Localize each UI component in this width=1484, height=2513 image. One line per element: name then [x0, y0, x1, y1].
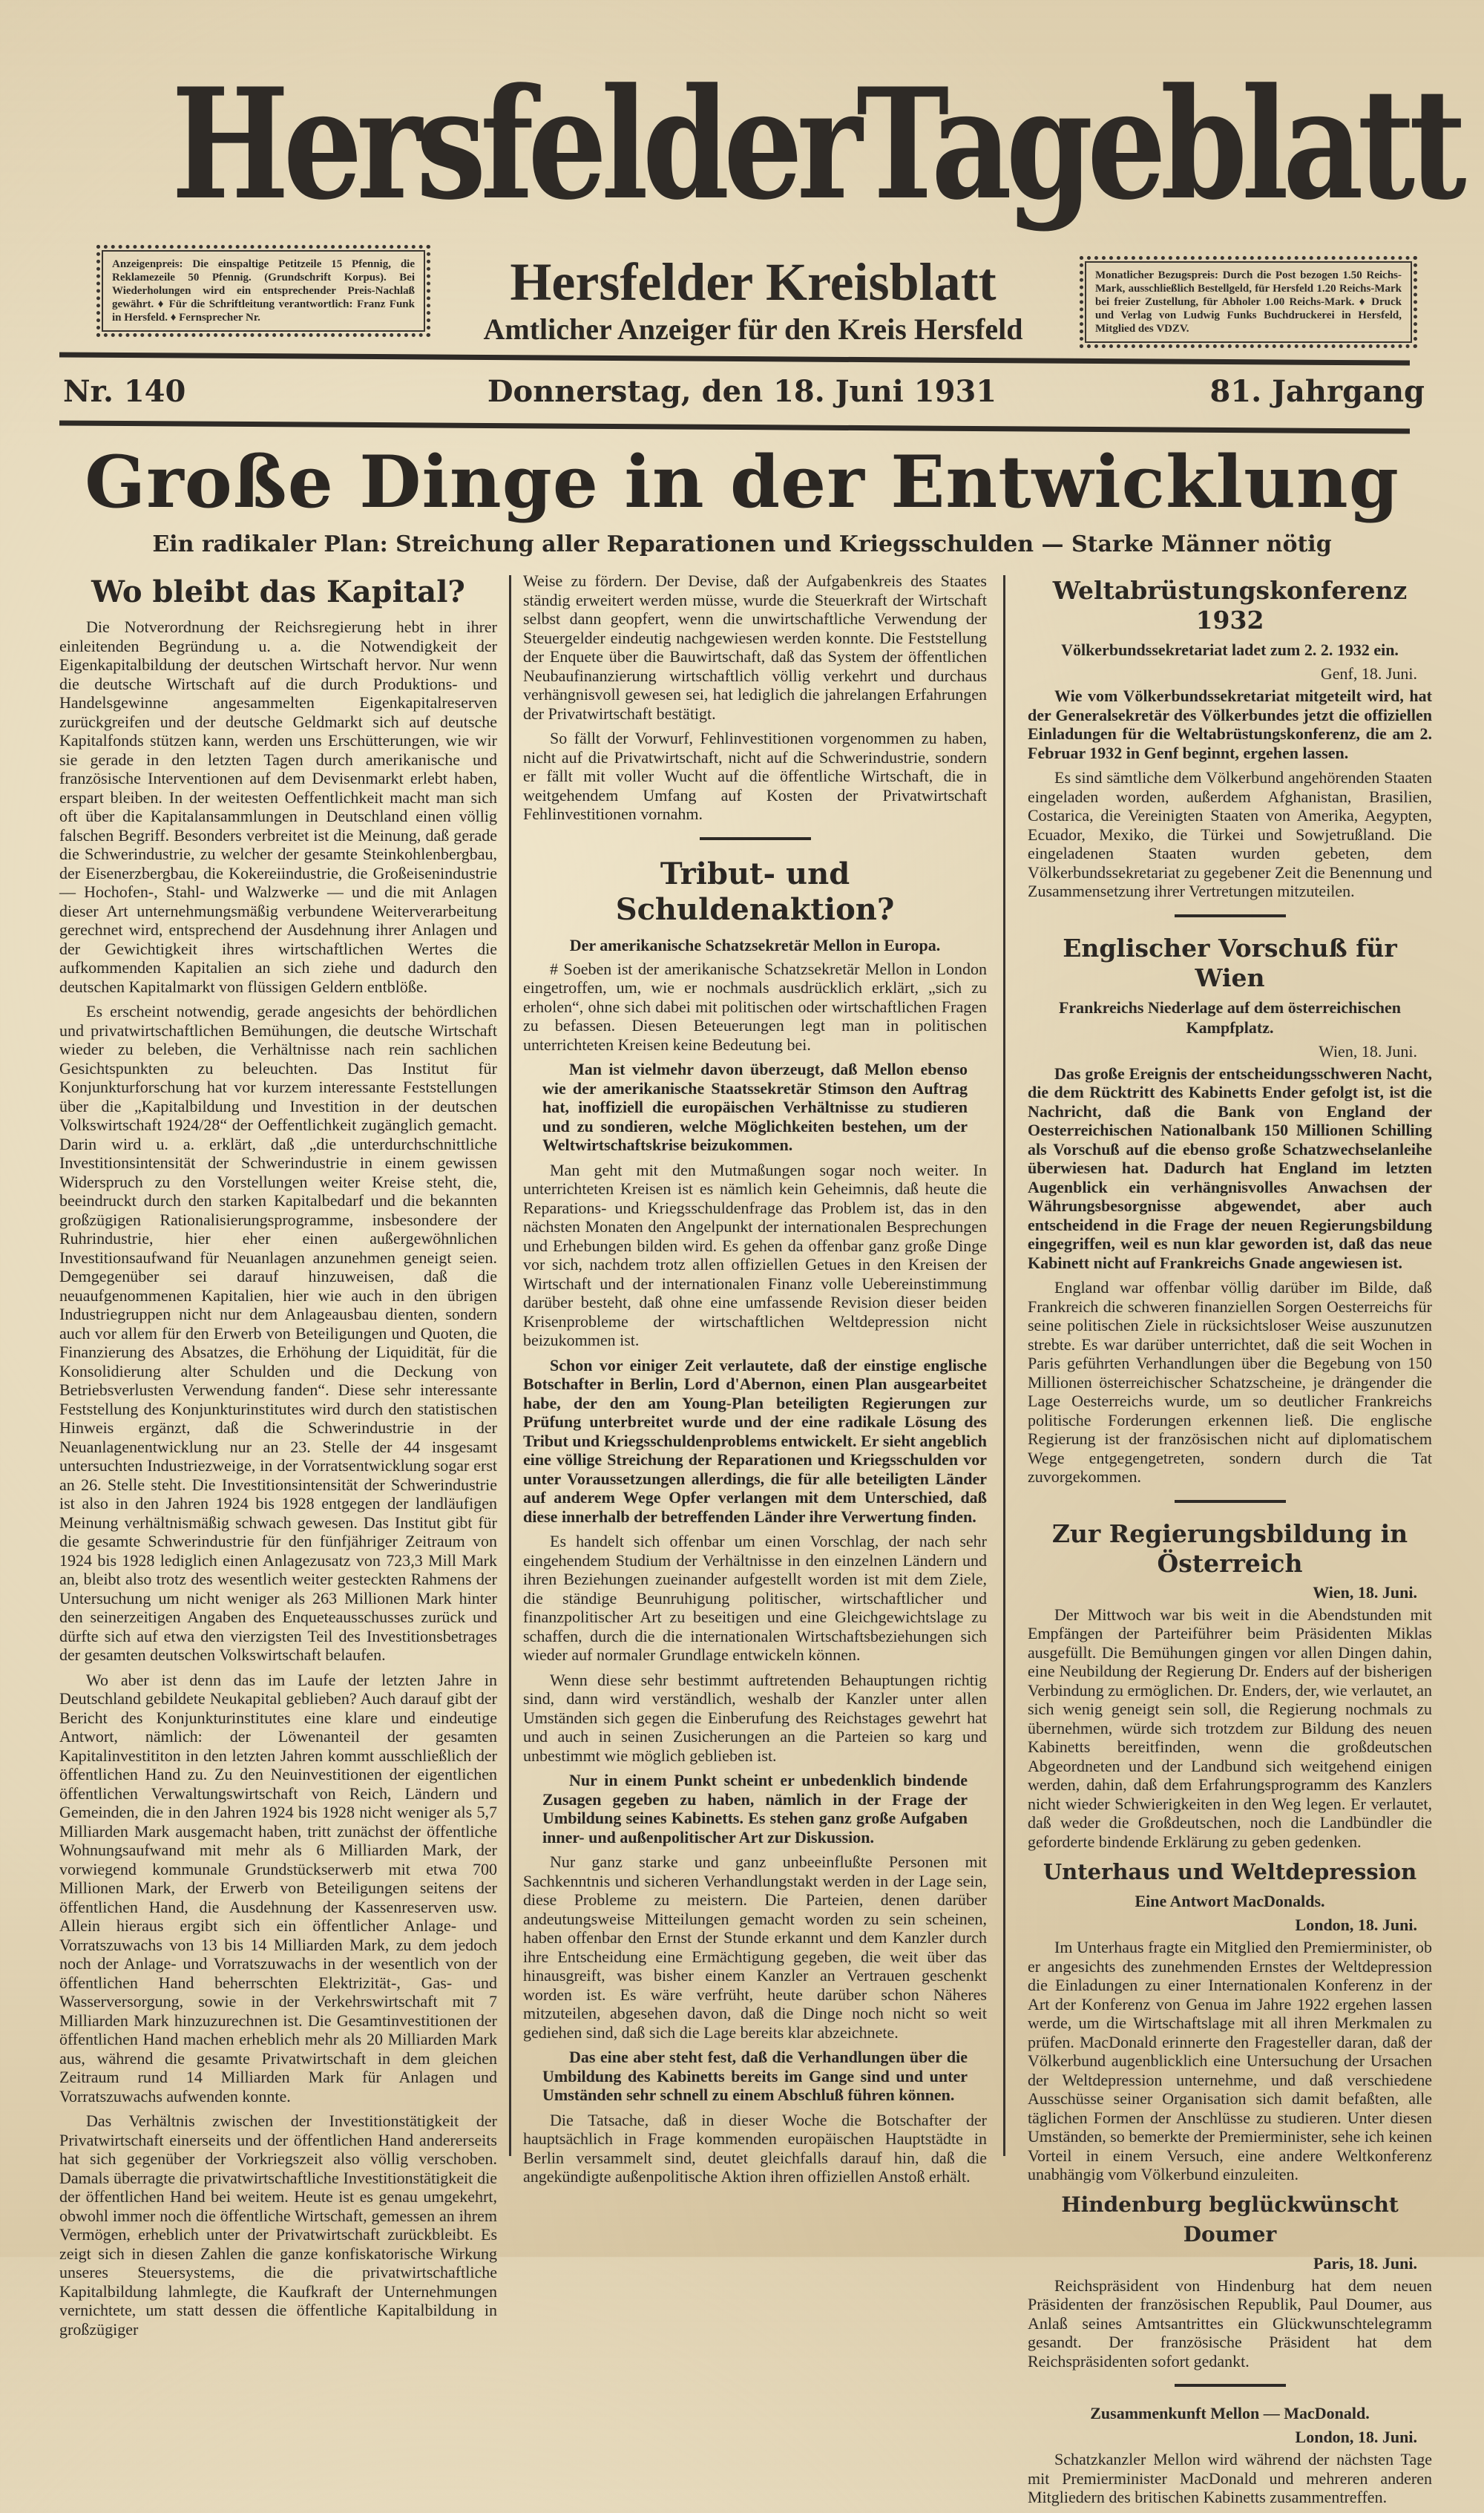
column-2 [523, 571, 987, 2192]
article-unterhaus [1028, 1857, 1432, 2184]
article-paragraph: Das Verhältnis zwischen der Investitionstätigkeit der Privatwirtschaft einerseits und der öffentlichen Hand andererseits hat sich gegenüber der Vorkriegszeit also völlig verschoben. Damals überragte die privatwirtschaftliche Investitionstätigkeit die der öffentlichen Hand bei weitem. Heute ist es genau umgekehrt, obwohl immer noch die öffentliche Wirtschaft, gemessen an ihrem Vermögen, erheblich unter der Privatwirtschaft zurückbleibt. Es zeigt sich in diesen Zahlen die ganze konfiskatorische Wirkung unseres Steuersystems, die die privatwirtschaftliche Kapitalbildung lahmlegte, die Kaufkraft der Unternehmungen vernichtete, um statt dessen die öffentliche Kapitalbildung in großzügiger [59, 2111, 497, 2339]
article-separator [1175, 1500, 1286, 1503]
article-paragraph: Reichspräsident von Hindenburg hat dem neuen Präsidenten der französischen Republik, Paul Doumer, aus Anlaß seines Amtsantrittes ein Glückwunschtelegramm gesandt. Der französische Präsident hat dem Reichspräsidenten sofort gedankt. [1028, 2276, 1432, 2371]
article-kicker: Völkerbundssekretariat ladet zum 2. 2. 1932 ein. [1061, 640, 1399, 659]
article-paragraph: Im Unterhaus fragte ein Mitglied den Premierminister, ob er angesichts des zunehmenden Ernstes der Weltdepression die Einladungen zu einer Internationalen Konferenz in der Art der Konferenz von Genua im Jahre 1922 ergehen lassen werde, um die Wirtschaftslage mit all ihren Merkmalen zu prüfen. MacDonald erinnerte den Fragesteller daran, daß der Völkerbund augenblicklich eine Untersuchung der Ursachen der Weltdepression unternehme, und daß verschiedene Ausschüsse seiner Organisation sich damit befaßten, alle täglichen Formen der Anschlüsse zu studieren. Unter diesen Umständen, so bemerkte der Premierminister, sehe ich keinen Vorteil in einem Versuch, eine andere Weltkonferenz unabhängig vom Völkerbund einzuleiten. [1028, 1938, 1432, 2183]
masthead-tagline: Amtlicher Anzeiger für den Kreis Hersfeld [483, 312, 1023, 346]
subscription-box: Monatlicher Bezugspreis: Durch die Post bezogen 1.50 Reichs-Mark, ausschließlich Bestellgeld, für Hersfeld 1.20 Reichs-Mark bei freier Zustellung, für Abholer 1.00 Reichs-Mark. ♦ Druck und Verlag von Ludwig Funks Buchdruckerei in Hersfeld, Mitglied des VDZV. [1080, 256, 1417, 348]
column-rule [509, 575, 511, 2156]
article-paragraph: # Soeben ist der amerikanische Schatzsekretär Mellon in London eingetroffen, um, wie er nochmals ausdrücklich erklärt, „sich zu erholen“, ohne sich dabei mit politischen oder wirtschaftlichen Fragen zu befassen. Diesen Beteuerungen legt man in politischen unterrichteten Kreisen keine Bedeutung bei. [523, 959, 987, 1054]
article-separator [1175, 2384, 1286, 2387]
article-title: Zur Regierungsbildung in Österreich [1051, 1518, 1408, 1578]
article-mellon-macdonald [1028, 2403, 1432, 2507]
article-title: Unterhaus und Weltdepression [1043, 1859, 1417, 1884]
article-paragraph: Der Mittwoch war bis weit in die Abendstunden mit Empfängen der Parteiführer beim Präsidenten Miklas ausgefüllt. Die Bemühungen gingen vor allen Dingen dahin, eine Neubildung der Regierung Dr. Enders auf der bisherigen Verbindung zu ermöglichen. Dr. Enders, der, wie verlautet, an sich wenig geneigt sein soll, die Regierung nochmals zu übernehmen, würde sich trotzdem zur Bildung des neuen Kabinetts bereitfinden, wenn die großdeutschen Abgeordneten und der Landbund sich weitgehend einigen werden, dahin, daß dem Erfahrungsprogramm des Kanzlers nicht wieder Schwierigkeiten in den Weg legen. Er verlautet, daß weder die Großdeutschen, noch die Landbündler die geforderte bindende Erklärung zu geben gedenken. [1028, 1605, 1432, 1851]
article-paragraph-bold: Nur in einem Punkt scheint er unbedenklich bindende Zusagen gegeben zu haben, nämlich in der Frage der Umbildung seines Kabinetts. Es stehen ganz große Aufgaben inner- und außenpolitischer Art zur Diskussion. [542, 1771, 968, 1847]
article-paragraph: Wenn diese sehr bestimmt auftretenden Behauptungen richtig sind, dann wird verständlich, weshalb der Kanzler unter allen Umständen sich gegen die Einberufung des Reichstages gewehrt hat und auch in seinen Zusicherungen an die Parteien so karg und unbestimmt wie möglich geblieben ist. [523, 1670, 987, 1765]
article-dateline: Wien, 18. Juni. [1313, 1582, 1417, 1602]
article-paragraph: Die Notverordnung der Reichsregierung hebt in ihrer einleitenden Begründung u. a. die Notwendigkeit der Eigenkapitalbildung der deutschen Wirtschaft hervor. Nur wenn die deutsche Wirtschaft auf die durch Produktions- und Handelsgewinne angesammelten Eigenkapitalreserven zurückgreifen und der deutsche Geldmarkt sich auf deutsche Kapitalfonds stützen kann, werden uns Erschütterungen, wie wir sie gerade in den letzten Tagen durch amerikanische und französische Interventionen auf dem Devisenmarkt erlebt haben, erspart bleiben. In der weitesten Oeffentlichkeit macht man sich oft über die Kapitalansammlungen in Deutschland einen völlig falschen Begriff. Besonders verbreitet ist die Meinung, daß gerade die Schwerindustrie, zu welcher der gesamte Steinkohlenbergbau, der Eisenerzbergbau, die Kokereiindustrie, die Großeisenindustrie — Hochofen-, Stahl- und Walzwerke — und die mit Anlagen dieser Art unternehmungsmäßig verbundene Weiterverarbeitung gerechnet wird, entsprechend der Ausdehnung ihrer Anlagen und der Gewichtigkeit ihres wirtschaftlichen Wertes die aufkommenden Kapitalien an sich ziehe und dadurch den deutschen Kapitalmarkt von flüssigen Geldern entblöße. [59, 617, 497, 996]
article-kapital [59, 574, 497, 2339]
article-dateline: Genf, 18. Juni. [1320, 664, 1417, 683]
article-paragraph: Es handelt sich offenbar um einen Vorschlag, der nach sehr eingehendem Studium der Verhältnisse in den einzelnen Ländern und ihren Beziehungen zueinander aufgestellt worden ist mit dem Ziele, die ständige Beunruhigung politischer, wirtschaftlicher und finanzpolitischer Art zu beseitigen und eine Gleichgewichtslage zu schaffen, durch die die internationalen Wirtschaftsbeziehungen sich wieder auf normaler Grundlage entwickeln können. [523, 1532, 987, 1664]
article-paragraph: England war offenbar völlig darüber im Bilde, daß Frankreich die schweren finanziellen Sorgen Oesterreichs für seine politischen Ziele in rücksichtsloser Weise auszunutzen strebte. Es war darüber unterrichtet, daß die seit Wochen in Paris geführten Verhandlungen über die Begebung von 150 Millionen österreichischer Schatzscheine, je drängender die Lage Oesterreichs wurde, um so deutlicher Frankreichs politische Forderungen erkennen ließ. Die englische Regierung ist der französischen nicht auf diplomatischem Wege entgegengetreten, sondern durch die Tat zuvorgekommen. [1028, 1278, 1432, 1486]
column-rule [1003, 575, 1005, 2156]
article-paragraph: Schatzkanzler Mellon wird während der nächsten Tage mit Premierminister MacDonald und mehreren anderen Mitgliedern des britischen Kabinetts zusammentreffen. [1028, 2450, 1432, 2506]
article-title: Englischer Vorschuß für Wien [1063, 933, 1397, 992]
lead-headline: Große Dinge in der Entwicklung [85, 440, 1399, 524]
article-abruestung [1028, 576, 1432, 901]
masthead-subtitle: Hersfelder Kreisblatt [510, 252, 997, 312]
article-paragraph: Weise zu fördern. Der Devise, daß der Aufgabenkreis des Staates ständig erweitert werden müsse, wurde die Steuerkraft der Wirtschaft selbst dann geopfert, wenn die unwirtschaftliche Verwendung der Steuergelder eindeutig nachgewiesen werden konnte. Die Feststellung der Enquete über die Bauwirtschaft, daß das System der öffentlichen Neubaufinanzierung wirtschaftlich völlig verkehrt und durchaus verhängnisvoll gewesen sei, hat lediglich die jahrelangen Erfahrungen der Privatwirtschaft bestätigt. [523, 571, 987, 723]
article-title: Zusammenkunft Mellon — MacDonald. [1090, 2404, 1370, 2422]
article-paragraph-bold: Man ist vielmehr davon überzeugt, daß Mellon ebenso wie der amerikanische Staatssekretär Stimson den Auftrag hat, inoffiziell die europäischen Verhältnisse zu studieren und zu sondieren, welche Möglichkeiten bestehen, um der Weltwirtschaftskrise beizukommen. [542, 1060, 968, 1154]
article-paragraph-bold: Das eine aber steht fest, daß die Verhandlungen über die Umbildung des Kabinetts bereits im Gange sind und unter Umständen sehr schnell zu einem Abschluß führen können. [542, 2048, 968, 2104]
article-hindenburg [1028, 2190, 1432, 2371]
article-regierungsbildung [1028, 1519, 1432, 1852]
article-kicker: Eine Antwort MacDonalds. [1135, 1892, 1325, 1910]
issue-date: Donnerstag, den 18. Juni 1931 [487, 374, 997, 409]
article-tribut [523, 856, 987, 2186]
article-paragraph: Es sind sämtliche dem Völkerbund angehörenden Staaten eingeladen worden, außerdem Afghanistan, Brasilien, Costarica, die Vereinigten Staaten von Amerika, Aegypten, Ecuador, Mexiko, die Türkei und Sowjetrußland. Die eingeladenen Staaten wurden gebeten, dem Völkerbundssekretariat zu gegebener Zeit die Benennung und Zusammensetzung ihrer Vertretungen mitzuteilen. [1028, 768, 1432, 900]
article-wien [1028, 934, 1432, 1487]
column-1 [59, 571, 497, 2345]
article-paragraph: Wo aber ist denn das im Laufe der letzten Jahre in Deutschland gebildete Neukapital geblieben? Auch darauf gibt der Bericht des Konjunkturinstitutes eine klare und eindeutige Antwort, nämlich: der Löwenanteil der gesamten Kapitalinvestititon in den letzten Jahren kommt ausschließlich der öffentlichen Hand zu. Zu den Neuinvestitionen der eigentlichen öffentlichen Verwaltungswirtschaft von Reich, Ländern und Gemeinden, die in den Jahren 1924 bis 1928 nicht weniger als 5,7 Milliarden Mark ausgemacht haben, tritt zunächst der öffentliche Wohnungsaufwand mit mehr als 6 Milliarden Mark, der vorwiegend kommunale Grundstückserwerb mit etwa 700 Millionen Mark, der Erwerb von Beteiligungen seitens der öffentlichen Hand, die Ausdehnung der Kassenreserven usw. Allein hieraus ergibt sich ein öffentlicher Anlage- und Vorratszuwachs von 13 bis 14 Milliarden Mark, zu dem jedoch noch der Anlage- und Vorratszuwachs in der wesentlich von der öffentlichen Hand beherrschten Elektrizität-, Gas- und Wasserversorgung, sowie in der Verkehrswirtschaft mit 7 Milliarden Mark hinzuzurechnen ist. Die Gesamtinvestitionen der öffentlichen Hand machen erheblich mehr als 20 Milliarden Mark aus, während die gesamte Privatwirtschaft in dem gleichen Zeitraum rund 14 Milliarden Mark für Anlagen und Vorratszuwachs aufwenden konnte. [59, 1670, 497, 2106]
article-paragraph-bold: Das große Ereignis der entscheidungsschweren Nacht, die dem Rücktritt des Kabinetts Ender gefolgt ist, ist die Nachricht, daß die Bank von England der Oesterreichischen Nationalbank 150 Millionen Schilling als Vorschuß auf die ebenso große Schatzwechselanleihe überwiesen hat. Dadurch hat England im letzten Augenblick ein verhängnisvolles Anwachsen der Währungsbesorgnisse abgewendet, aber auch entscheidend in die Frage der neuen Regierungsbildung eingegriffen, weil es nun klar geworden ist, daß das neue Kabinett nicht auf Frankreichs Gnade angewiesen ist. [1028, 1064, 1432, 1272]
volume-year: 81. Jahrgang [1209, 374, 1425, 409]
article-dateline: London, 18. Juni. [1295, 2428, 1417, 2446]
ad-price-box: Anzeigenpreis: Die einspaltige Petitzeile 15 Pfennig, die Reklamezeile 50 Pfennig. (Grundschrift Korpus). Bei Wiederholungen wird ein entsprechender Preis-Nachlaß gewährt. ♦ Für die Schriftleitung verantwortlich: Franz Funk in Hersfeld. ♦ Fernsprecher Nr. [96, 245, 430, 337]
article-kicker: Der amerikanische Schatzsekretär Mellon in Europa. [569, 935, 941, 954]
masthead-title: HersfelderTageblatt [171, 56, 1461, 234]
article-dateline: Paris, 18. Juni. [1313, 2253, 1417, 2273]
article-separator [700, 837, 811, 840]
article-paragraph: So fällt der Vorwurf, Fehlinvestitionen vorgenommen zu haben, nicht auf die Privatwirtschaft, nicht auf die Schwerindustrie, sondern er fällt mit voller Wucht auf die öffentliche Wirtschaft, die in weitgehendem Umfang auf Kosten der Privatwirtschaft Fehlinvestitionen vornahm. [523, 729, 987, 823]
issue-number: Nr. 140 [63, 374, 186, 409]
article-dateline: London, 18. Juni. [1295, 1916, 1417, 1934]
article-title: Hindenburg beglückwünscht Doumer [1061, 2192, 1399, 2247]
divider-rule [59, 420, 1410, 433]
article-kicker: Frankreichs Niederlage auf dem österreichischen Kampfplatz. [1058, 997, 1402, 1037]
divider-rule [59, 352, 1410, 365]
lead-subheadline: Ein radikaler Plan: Streichung aller Reparationen und Kriegsschulden — Starke Männer nötig [152, 531, 1332, 557]
article-title: Wo bleibt das Kapital? [91, 574, 465, 609]
article-paragraph-bold: Schon vor einiger Zeit verlautete, daß der einstige englische Botschafter in Berlin, Lord d'Abernon, einen Plan ausgearbeitet habe, der den am Young-Plan beteiligten Regierungen zur Prüfung unterbreitet wurde und der eine radikale Lösung des Tribut und Kriegsschuldenproblems entwickelt. Er sieht angeblich eine völlige Streichung der Reparationen und Kriegsschulden vor unter Voraussetzungen allerdings, die für alle beteiligten Länder auf anderem Wege Opfer verlangen mit dem Unterschied, daß diese innerhalb der betreffenden Länder ihre Verwertung finden. [523, 1355, 987, 1526]
article-dateline: Wien, 18. Juni. [1319, 1041, 1417, 1061]
article-paragraph: Die Tatsache, daß in dieser Woche die Botschafter der hauptsächlich in Frage kommenden europäischen Hauptstädte in Berlin versammelt sind, deutet gleichfalls darauf hin, daß die angekündigte außenpolitische Aktion ihren offiziellen Anstoß erhält. [523, 2110, 987, 2186]
article-separator [1175, 914, 1286, 917]
column-3 [1028, 571, 1432, 2513]
article-paragraph: Man geht mit den Mutmaßungen sogar noch weiter. In unterrichteten Kreisen ist es nämlich kein Geheimnis, daß heute die Reparations- und Kriegsschuldenfrage das Problem ist, das in den nächsten Monaten den Angelpunkt der internationalen Besprechungen und Erhebungen bilden wird. Es gehen da offenbar ganz große Dinge vor sich, nachdem trotz allen offiziellen Getues in den Kreisen der Wirtschaft und der internationalen Finanz volle Uebereinstimmung darüber besteht, daß ohne eine umfassende Revision dieser beiden Krisenprobleme der wirtschaftlichen Weltdepression nicht beizukommen ist. [523, 1160, 987, 1349]
article-paragraph: Es erscheint notwendig, gerade angesichts der behördlichen und privatwirtschaftlichen Bemühungen, die deutsche Wirtschaft wieder zu beleben, die Verhältnisse nach rein sachlichen Gesichtspunkten zu beleuchten. Das Institut für Konjunkturforschung hat vor kurzem interessante Feststellungen über die „Kapitalbildung und Investition in der deutschen Volkswirtschaft 1924/28“ der Oeffentlichkeit zugänglich gemacht. Darin wird u. a. erklärt, daß „die unterdurchschnittliche Investitionsintensität der Schwerindustrie in einem gewissen Widerspruch zu den Vorstellungen weiter Kreise steht, die, beeindruckt durch den starken Kapitalbedarf und die bekannten großzügigen Rationalisierungsprogramme, insbesondere der Ruhrindustrie, hier eher einen außergewöhnlichen Investitionsaufwand für Neuanlagen anzunehmen geneigt seien. Demgegenüber sei darauf hinzuweisen, daß die neuaufgenommenen Kapitalien, hier wie auch in den übrigen Industriegruppen nicht nur dem Anlageausbau dienten, sondern auch vor allem für den Erwerb von Beteiligungen und Quoten, die Finanzierung des Absatzes, die Erhöhung der Liquidität, für die Konsolidierung alter Schulden und die Deckung von Betriebsverlusten Verwendung fanden“. Diese sehr interessante Feststellung des Konjunkturinstitutes wird durch den statistischen Hinweis ergänzt, daß die Schwerindustrie in der Neuanlagenentwicklung nur an 23. Stelle der 44 insgesamt untersuchten Industriezweige, in der Vorratsentwicklung sogar erst an 26. Stelle steht. Die Investitionsintensität der Schwerindustrie ist also in den Jahren 1924 bis 1928 entgegen der landläufigen Meinung verhältnismäßig schwach gewesen. Das Institut gibt für die gesamte Schwerindustrie für den fünfjähriger Zeitraum von 1924 bis 1928 lediglich einen Anlagezusatz von 723,3 Mill Mark an, bleibt also trotz des wesentlich weiter gesteckten Rahmens der Untersuchung um nicht weniger als 263 Millionen Mark hinter den seinerzeitigen Angaben des Enqueteausschusses zurück und dürfte sich auf etwa den vierzigsten Teil des Investitionsbetrages der gesamten deutschen Volkswirtschaft belaufen. [59, 1002, 497, 1664]
article-paragraph: Nur ganz starke und ganz unbeeinflußte Personen mit Sachkenntnis und sicheren Verhandlungstakt werden in der Lage sein, diese Probleme zu meistern. Die Parteien, denen darüber andeutungsweise Mitteilungen gemacht worden zu sein scheinen, haben offenbar den Ernst der Stunde erkannt und dem Kanzler durch ihre Entscheidung eine Ermächtigung gegeben, die weit über das hinausgreift, was bisher einem Kanzler an Vertrauen geschenkt worden ist. Es wäre verfrüht, heute darüber schon Näheres mitzuteilen, abgesehen davon, daß die Dinge noch nicht so weit gediehen sind, daß sich die Lage bereits klar abzeichnete. [523, 1852, 987, 2042]
article-paragraph-bold: Wie vom Völkerbundssekretariat mitgeteilt wird, hat der Generalsekretär des Völkerbundes jetzt die offiziellen Einladungen für die Weltabrüstungskonferenz, die am 2. Februar 1932 in Genf beginnt, ergehen lassen. [1028, 687, 1432, 762]
article-title: Weltabrüstungskonferenz 1932 [1052, 576, 1408, 635]
article-title: Tribut- und Schuldenaktion? [615, 856, 895, 927]
